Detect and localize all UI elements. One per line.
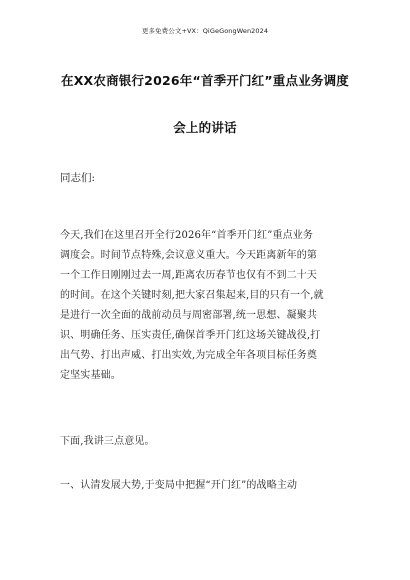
paragraph-line: 定坚实基础。 [60, 370, 121, 381]
section-heading-one [60, 476, 360, 496]
paragraph-line: 的时间。在这个关键时刻,把大家召集起来,目的只有一个,就 [60, 290, 324, 301]
paragraph-line: 识、明确任务、压实责任,确保首季开门红这场关键战役,打 [60, 330, 321, 341]
paragraph-line: 调度会。时间节点特殊,会议意义重大。今天距离新年的第 [60, 250, 318, 261]
paragraph-line: 下面,我讲三点意见。 [60, 436, 155, 447]
paragraph-opening [60, 226, 360, 386]
header-note: 更多免费公文+VX：QiGeGongWen2024 [141, 27, 269, 35]
salutation: 同志们: [60, 172, 96, 184]
document-title-line-2: 会上的讲话 [173, 120, 237, 135]
document-title-line-1: 在XX农商银行2026年“首季开门红”重点业务调度 [61, 73, 349, 88]
paragraph-line: 今天,我们在这里召开全行2026年“首季开门红”重点业务 [60, 230, 314, 241]
paragraph-line: 一个工作日刚刚过去一周,距离农历春节也仅有不到二十天 [60, 270, 318, 281]
paragraph-transition [60, 432, 360, 452]
paragraph-line: 出气势、打出声威、打出实效,为完成全年各项目标任务奠 [60, 350, 318, 361]
paragraph-line: 是进行一次全面的战前动员与周密部署,统一思想、凝聚共 [60, 310, 318, 321]
section-heading-text: 一、认清发展大势,于变局中把握“开门红”的战略主动 [60, 480, 298, 491]
